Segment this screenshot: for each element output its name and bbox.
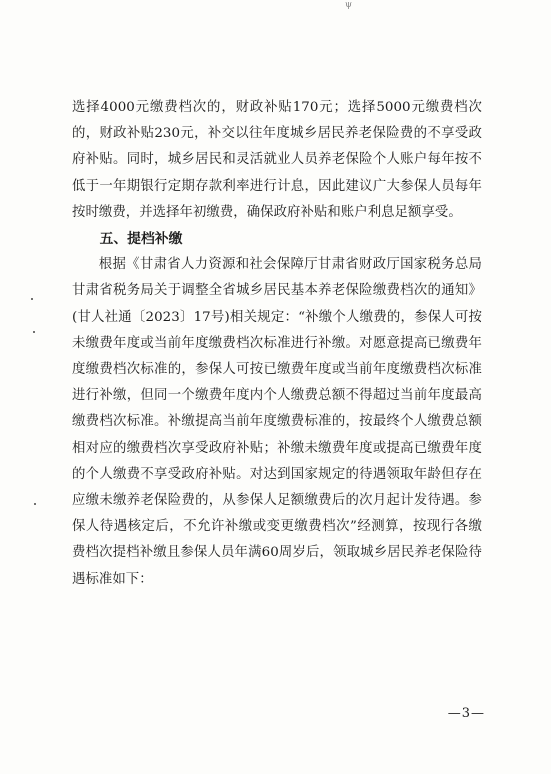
document-body (72, 95, 482, 593)
paragraph-subsidy: 选择4000元缴费档次的，财政补贴170元；选择5000元缴费档次的，财政补贴230元，补交以往年度城乡居民养老保险费的不享受政府补贴。同时，城乡居民和灵活就业人员养老保险个人账户每年按不低于一年期银行定期存款利率进行计息，因此建议广大参保人员每年按时缴费，并选择年初缴费，确保政府补贴和账户利息足额享受。 (72, 100, 482, 220)
margin-dot (34, 503, 36, 505)
page-number: —3— (447, 706, 485, 721)
section-heading: 五、提档补缴 (99, 231, 183, 248)
margin-dot (31, 298, 33, 300)
margin-dot (33, 331, 35, 333)
paragraph-supplementary-payment: 根据《甘肃省人力资源和社会保障厅甘肃省财政厅国家税务总局甘肃省税务局关于调整全省城乡居民基本养老保险缴费档次的通知》(甘人社通〔2023〕17号)相关规定：“补缴个人缴费的，参保人可按未缴费年度或当前年度缴费档次标准进行补缴。对愿意提高已缴费年度缴费档次标准的，参保人可按已缴费年度或当前年度缴费档次标准进行补缴，但同一个缴费年度内个人缴费总额不得超过当前年度最高缴费档次标准。补缴提高当前年度缴费标准的，按最终个人缴费总额相对应的缴费档次享受政府补贴；补缴未缴费年度或提高已缴费年度的个人缴费不享受政府补贴。对达到国家规定的待遇领取年龄但存在应缴未缴养老保险费的，从参保人足额缴费后的次月起计发待遇。参保人待遇核定后，不允许补缴或变更缴费档次”经测算，按现行各缴费档次提档补缴且参保人员年满60周岁后，领取城乡居民养老保险待遇标准如下： (72, 257, 482, 587)
scan-mark: ψ (345, 0, 353, 10)
